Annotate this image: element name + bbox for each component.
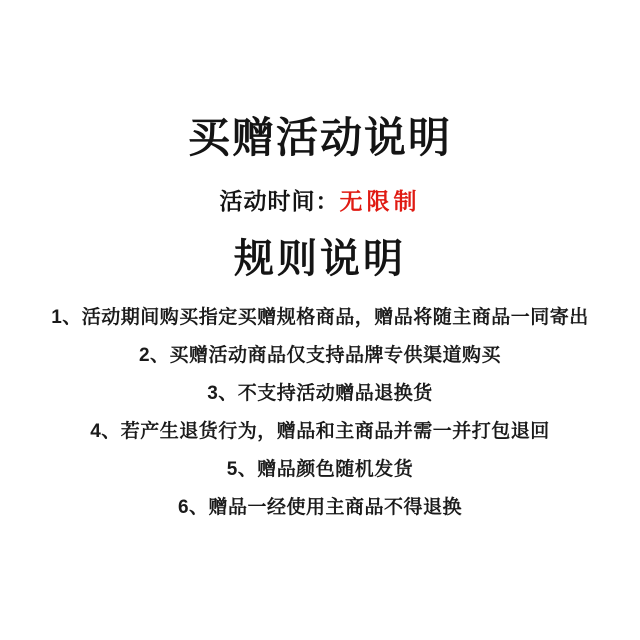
activity-time-label: 活动时间： — [219, 188, 340, 214]
rules-heading: 规则说明 — [234, 237, 406, 281]
rule-item-1: 1、活动期间购买指定买赠规格商品，赠品将随主商品一同寄出 — [51, 307, 589, 328]
rule-item-5: 5、赠品颜色随机发货 — [226, 459, 414, 480]
rule-item-3: 3、不支持活动赠品退换货 — [207, 383, 433, 404]
rules-list — [0, 307, 640, 518]
activity-time-row — [0, 188, 640, 215]
page-title: 买赠活动说明 — [187, 114, 452, 161]
rule-item-2: 2、买赠活动商品仅支持品牌专供渠道购买 — [138, 345, 502, 366]
activity-time-value: 无限制 — [339, 188, 421, 214]
rule-item-6: 6、赠品一经使用主商品不得退换 — [177, 497, 463, 518]
rule-item-4: 4、若产生退货行为，赠品和主商品并需一并打包退回 — [90, 421, 550, 442]
